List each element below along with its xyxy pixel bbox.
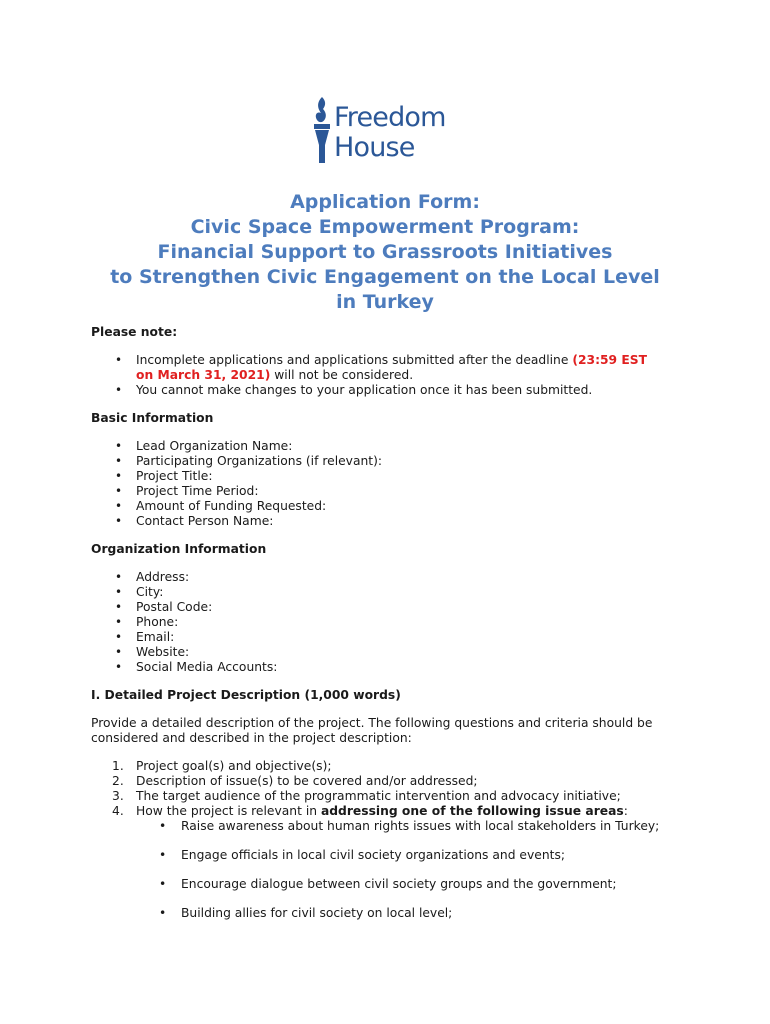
list-item bbox=[91, 484, 691, 499]
list-item bbox=[91, 383, 691, 398]
intro-line-1: Provide a detailed description of the project. The following questions and criteria should be bbox=[91, 716, 653, 730]
list-item bbox=[91, 514, 691, 529]
document-body bbox=[91, 325, 691, 935]
bullet: • bbox=[115, 383, 123, 397]
freedom-house-logo bbox=[308, 95, 468, 169]
title-line-2: Civic Space Empowerment Program: bbox=[190, 216, 580, 238]
bullet: • bbox=[159, 877, 167, 891]
bullet: • bbox=[115, 454, 123, 468]
deadline-text-b: on March 31, 2021) bbox=[136, 368, 271, 382]
item-number: 2. bbox=[112, 774, 124, 788]
list-item bbox=[91, 585, 691, 600]
list-item bbox=[91, 774, 691, 789]
section-1-heading: I. Detailed Project Description (1,000 words) bbox=[91, 688, 401, 702]
bullet: • bbox=[115, 484, 123, 498]
issue-area-text: Building allies for civil society on local level; bbox=[181, 906, 453, 920]
title-line-3: Financial Support to Grassroots Initiatives bbox=[157, 241, 613, 263]
list-item bbox=[91, 819, 691, 834]
list-item bbox=[91, 645, 691, 660]
note-item-1-text: Incomplete applications and applications submitted after the deadline bbox=[136, 353, 573, 367]
bullet: • bbox=[115, 570, 123, 584]
bullet: • bbox=[115, 585, 123, 599]
item-number: 4. bbox=[112, 804, 124, 818]
note-item-1-end: will not be considered. bbox=[270, 368, 414, 382]
criteria-colon: : bbox=[623, 804, 628, 818]
basic-info-list bbox=[91, 439, 691, 529]
field-label: Email: bbox=[136, 630, 175, 644]
bullet: • bbox=[115, 499, 123, 513]
bullet: • bbox=[115, 514, 123, 528]
list-item bbox=[91, 454, 691, 469]
note-item-2-text: You cannot make changes to your application once it has been submitted. bbox=[136, 383, 593, 397]
list-item bbox=[91, 439, 691, 454]
please-note-heading: Please note: bbox=[91, 325, 178, 339]
issue-area-text: Engage officials in local civil society organizations and events; bbox=[181, 848, 565, 862]
list-item bbox=[91, 906, 691, 921]
intro-line-2: considered and described in the project description: bbox=[91, 731, 412, 745]
list-item bbox=[91, 759, 691, 774]
criteria-bold-text: addressing one of the following issue areas bbox=[320, 804, 624, 818]
bullet: • bbox=[115, 630, 123, 644]
issue-area-text: Raise awareness about human rights issues with local stakeholders in Turkey; bbox=[181, 819, 660, 833]
bullet: • bbox=[115, 615, 123, 629]
logo-wordmark bbox=[334, 103, 446, 163]
criteria-text: Description of issue(s) to be covered and/or addressed; bbox=[136, 774, 478, 788]
title-line-4: to Strengthen Civic Engagement on the Local Level bbox=[110, 266, 660, 288]
list-item bbox=[91, 600, 691, 615]
bullet: • bbox=[115, 660, 123, 674]
criteria-text: How the project is relevant in bbox=[136, 804, 321, 818]
field-label: Amount of Funding Requested: bbox=[136, 499, 327, 513]
field-label: Project Title: bbox=[136, 469, 213, 483]
field-label: Project Time Period: bbox=[136, 484, 259, 498]
bullet: • bbox=[115, 600, 123, 614]
list-item bbox=[91, 630, 691, 645]
bullet: • bbox=[115, 469, 123, 483]
org-info-list bbox=[91, 570, 691, 675]
criteria-list bbox=[91, 759, 691, 819]
org-info-heading: Organization Information bbox=[91, 542, 267, 556]
item-number: 1. bbox=[112, 759, 124, 773]
bullet: • bbox=[159, 819, 167, 833]
list-item bbox=[91, 499, 691, 514]
field-label: Address: bbox=[136, 570, 190, 584]
basic-info-heading: Basic Information bbox=[91, 411, 214, 425]
issue-area-text: Encourage dialogue between civil society groups and the government; bbox=[181, 877, 617, 891]
list-item bbox=[91, 469, 691, 484]
list-item bbox=[91, 804, 691, 819]
document-title bbox=[0, 190, 770, 315]
field-label: Participating Organizations (if relevant): bbox=[136, 454, 383, 468]
field-label: Website: bbox=[136, 645, 190, 659]
bullet: • bbox=[115, 439, 123, 453]
list-item bbox=[91, 660, 691, 675]
list-item bbox=[91, 570, 691, 585]
bullet: • bbox=[115, 645, 123, 659]
field-label: Lead Organization Name: bbox=[136, 439, 293, 453]
field-label: Phone: bbox=[136, 615, 179, 629]
field-label: Postal Code: bbox=[136, 600, 213, 614]
note-list bbox=[91, 353, 691, 398]
torch-icon bbox=[308, 95, 334, 167]
field-label: Contact Person Name: bbox=[136, 514, 274, 528]
title-line-5: in Turkey bbox=[336, 291, 434, 313]
criteria-text: The target audience of the programmatic intervention and advocacy initiative; bbox=[136, 789, 621, 803]
title-line-1: Application Form: bbox=[290, 191, 480, 213]
list-item bbox=[91, 877, 691, 892]
list-item bbox=[91, 789, 691, 804]
deadline-text-a: (23:59 EST bbox=[572, 353, 648, 367]
logo-line-2: House bbox=[334, 132, 415, 163]
issue-areas-list bbox=[91, 819, 691, 921]
list-item bbox=[91, 615, 691, 630]
list-item bbox=[91, 848, 691, 863]
item-number: 3. bbox=[112, 789, 124, 803]
bullet: • bbox=[159, 848, 167, 862]
field-label: City: bbox=[136, 585, 164, 599]
list-item bbox=[91, 353, 691, 383]
criteria-text: Project goal(s) and objective(s); bbox=[136, 759, 332, 773]
logo-line-1: Freedom bbox=[334, 102, 446, 133]
field-label: Social Media Accounts: bbox=[136, 660, 278, 674]
bullet: • bbox=[159, 906, 167, 920]
section-1-intro bbox=[91, 716, 691, 746]
bullet: • bbox=[115, 353, 123, 367]
